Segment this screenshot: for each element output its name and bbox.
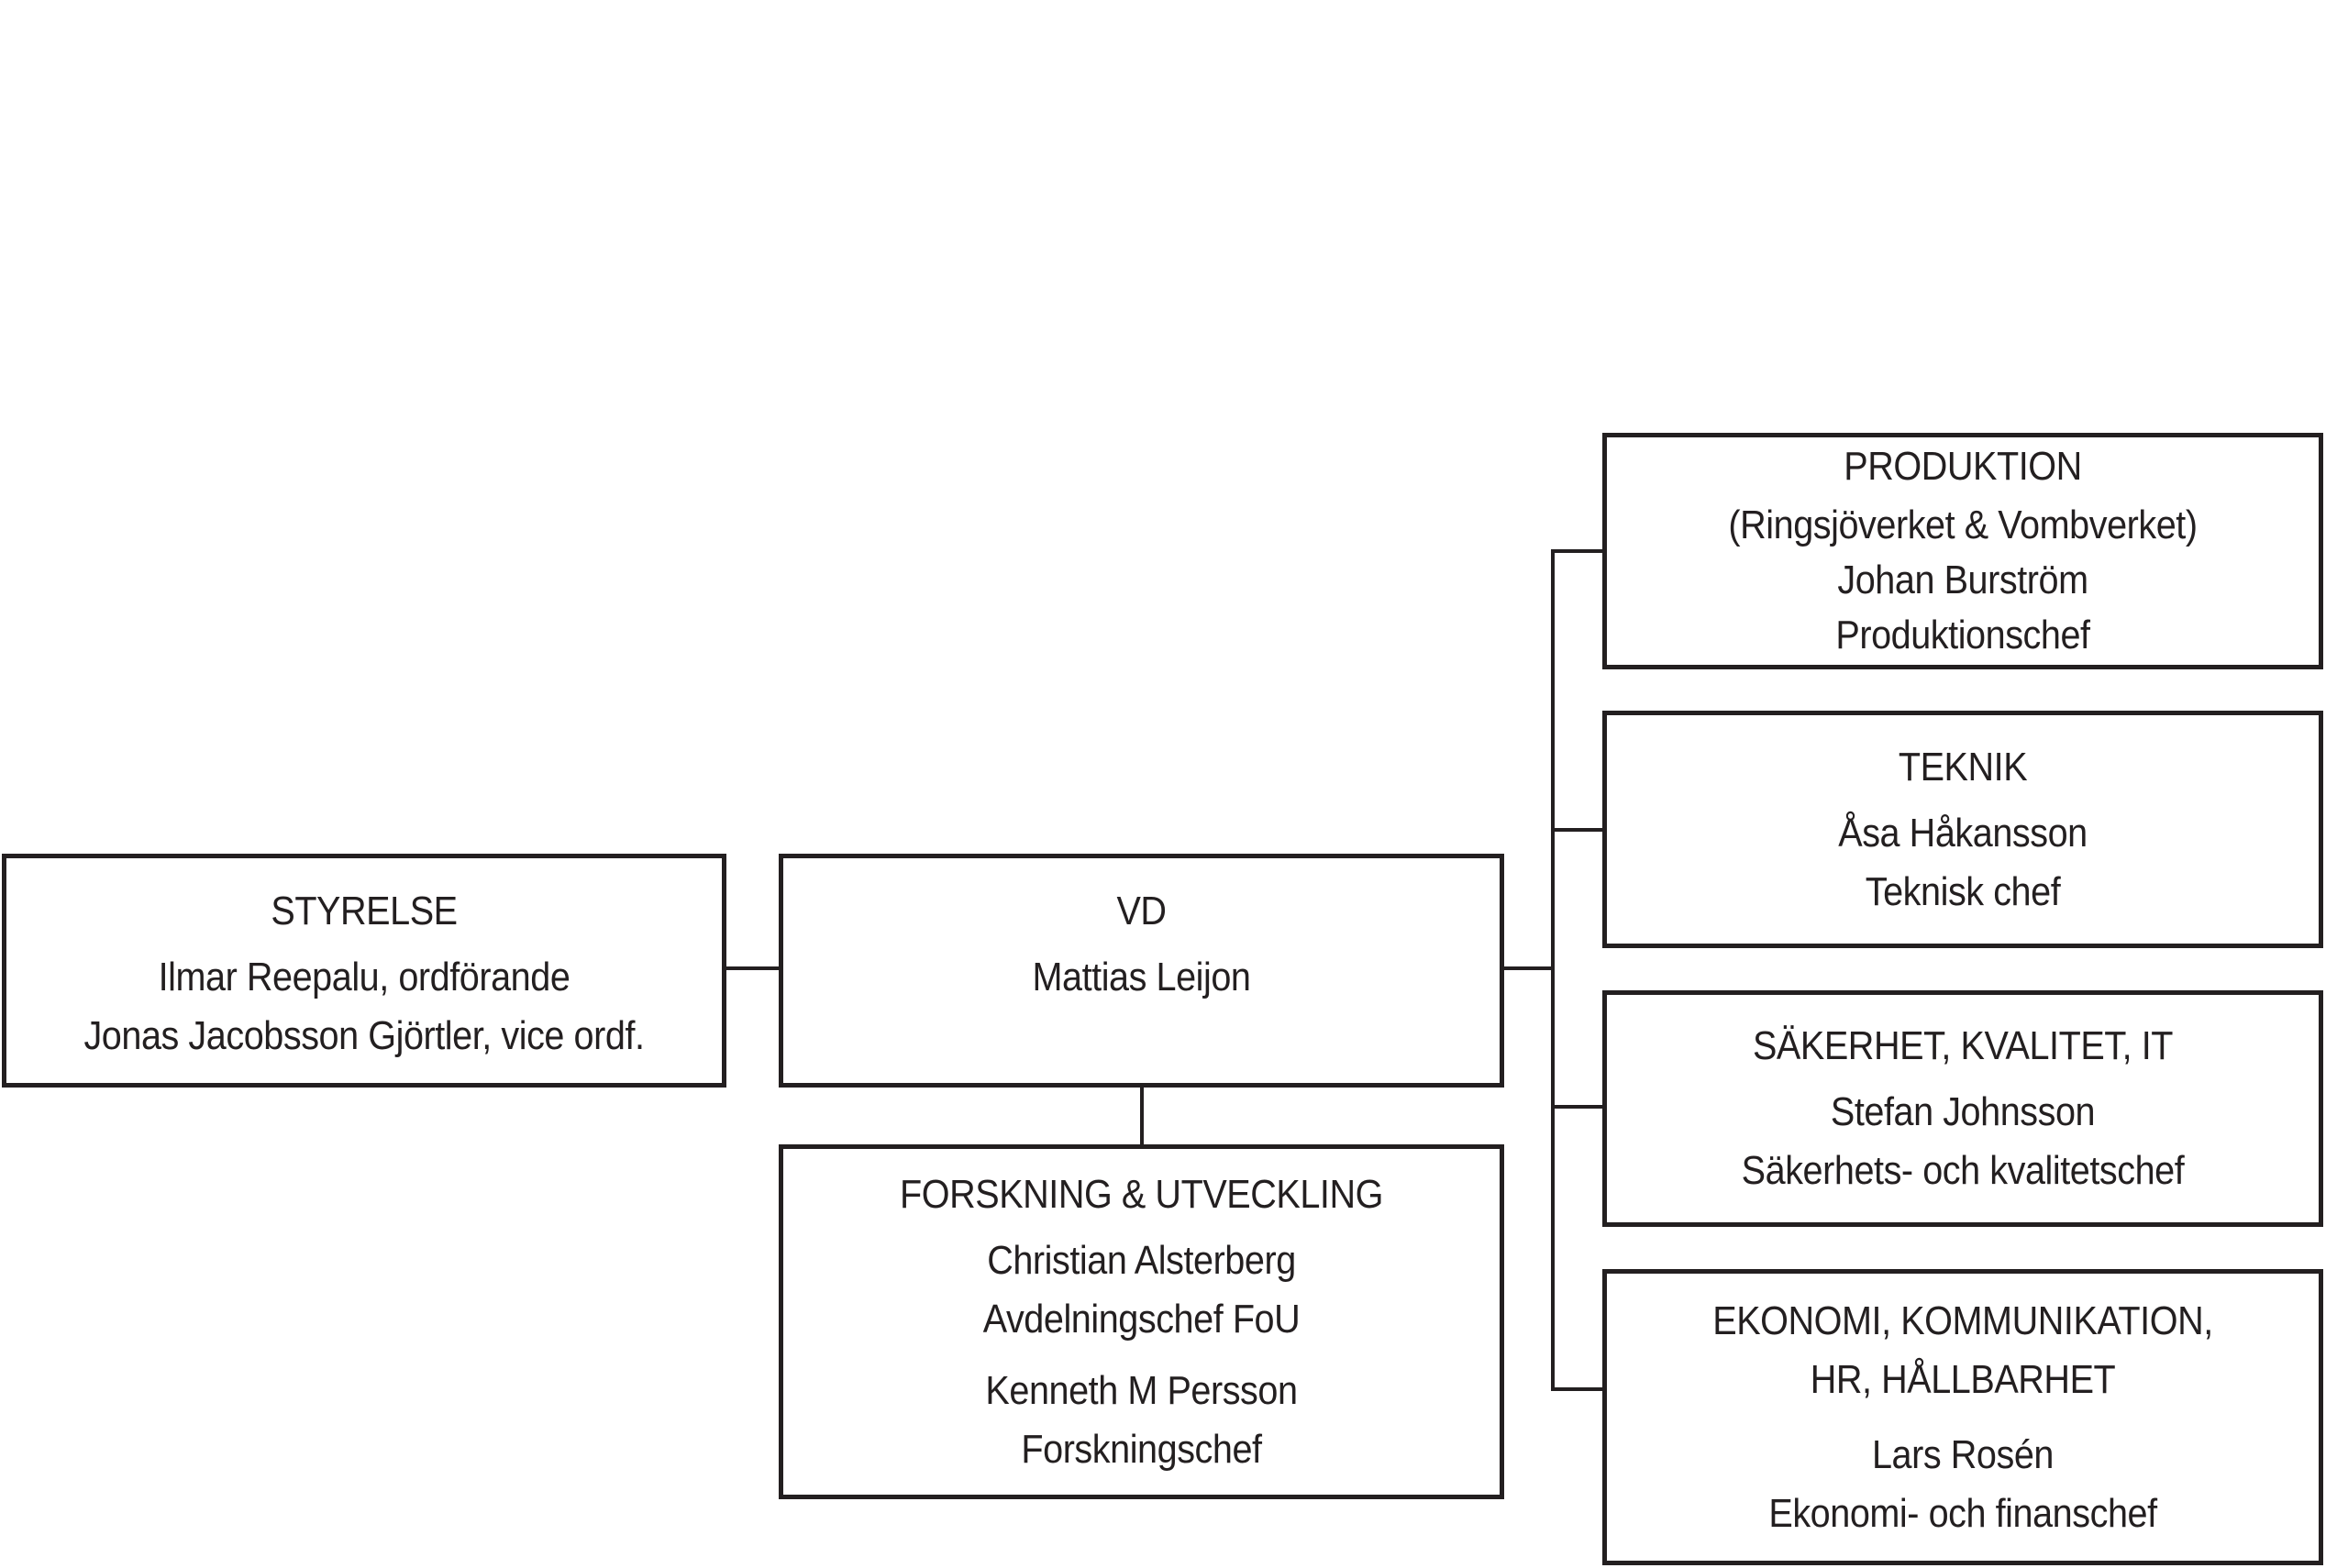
styrelse-member-1: Ilmar Reepalu, ordförande (158, 955, 570, 999)
org-box-ekonomi (1602, 1269, 2323, 1565)
connector-stub-teknik (1551, 828, 1602, 832)
produktion-person-name: Johan Burström (1837, 558, 2088, 602)
box-title-fou: FORSKNING & UTVECKLING (899, 1171, 1383, 1217)
connector-stub-ekonomi (1551, 1387, 1602, 1391)
teknik-person-name: Åsa Håkansson (1838, 810, 2088, 856)
fou-person-1-name: Christian Alsterberg (987, 1237, 1296, 1283)
org-box-produktion (1602, 433, 2323, 669)
ekonomi-person-role: Ekonomi- och finanschef (1768, 1490, 2157, 1536)
connector-styrelse-vd (726, 966, 779, 970)
teknik-person-role: Teknisk chef (1865, 868, 2061, 914)
connector-vd-trunk (1504, 966, 1555, 970)
connector-trunk-vertical (1551, 549, 1555, 1391)
org-box-sakerhet (1602, 990, 2323, 1227)
box-title-produktion: PRODUKTION (1844, 444, 2082, 489)
org-box-vd (779, 854, 1504, 1088)
connector-stub-sakerhet (1551, 1105, 1602, 1109)
produktion-person-role: Produktionschef (1835, 613, 2090, 657)
connector-vd-fou (1140, 1088, 1144, 1144)
org-box-styrelse (2, 854, 726, 1088)
ekonomi-person-name: Lars Rosén (1871, 1431, 2054, 1477)
fou-person-2-role: Forskningschef (1021, 1426, 1262, 1472)
sakerhet-person-name: Stefan Johnsson (1830, 1089, 2096, 1134)
box-title-sakerhet: SÄKERHET, KVALITET, IT (1752, 1023, 2174, 1068)
connector-stub-produktion (1551, 549, 1602, 553)
sakerhet-person-role: Säkerhets- och kvalitetschef (1741, 1148, 2185, 1193)
box-title-styrelse: STYRELSE (271, 889, 458, 933)
org-box-fou (779, 1144, 1504, 1499)
produktion-subtitle: (Ringsjöverket & Vombverket) (1728, 502, 2198, 547)
org-box-teknik (1602, 711, 2323, 948)
vd-name: Mattias Leijon (1032, 955, 1251, 999)
box-title-teknik: TEKNIK (1898, 744, 2028, 790)
box-title-vd: VD (1116, 889, 1167, 933)
fou-person-2-name: Kenneth M Persson (985, 1367, 1298, 1413)
box-title-ekonomi-line1: EKONOMI, KOMMUNIKATION, (1712, 1297, 2213, 1343)
box-title-ekonomi-line2: HR, HÅLLBARHET (1810, 1356, 2116, 1402)
fou-person-1-role: Avdelningschef FoU (982, 1296, 1301, 1342)
styrelse-member-2: Jonas Jacobsson Gjörtler, vice ordf. (83, 1013, 645, 1058)
